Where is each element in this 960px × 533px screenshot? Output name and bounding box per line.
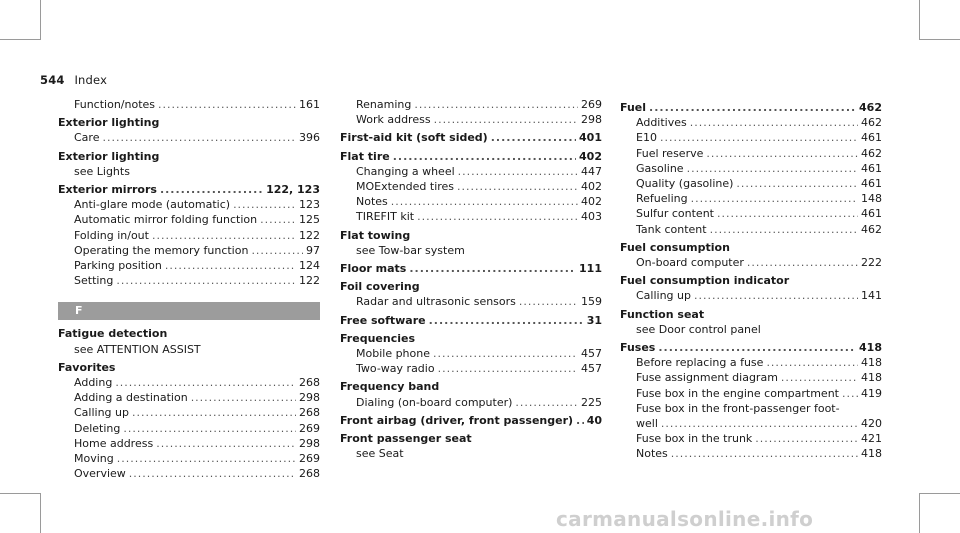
index-subentry	[340, 179, 602, 194]
index-subentry	[340, 361, 602, 376]
index-subentry	[620, 176, 882, 191]
entry-label: Exterior lighting	[58, 116, 160, 130]
index-heading	[340, 149, 602, 164]
crop-mark	[0, 39, 40, 40]
page-reference: 31	[586, 313, 602, 327]
dot-leader	[165, 258, 296, 273]
page-reference: 418	[861, 356, 882, 370]
entry-label: Notes	[636, 447, 668, 461]
page-reference: 125	[299, 213, 320, 227]
page-reference: 403	[581, 210, 602, 224]
page-reference: 124	[299, 259, 320, 273]
page-reference: 462	[861, 146, 882, 160]
page-reference: 461	[861, 207, 882, 221]
index-heading	[340, 130, 602, 145]
index-subentry	[620, 355, 882, 370]
entry-label: Function/notes	[74, 98, 156, 111]
entry-label: Changing a wheel	[356, 164, 455, 178]
entry-label: see ATTENTION ASSIST	[74, 342, 201, 356]
crop-mark	[40, 493, 41, 533]
index-heading	[340, 379, 602, 394]
entry-label: Free software	[340, 313, 426, 327]
page-reference: 457	[581, 347, 602, 361]
index-subentry	[620, 161, 882, 176]
dot-leader	[123, 421, 296, 436]
entry-label: Quality (gasoline)	[636, 177, 734, 191]
index-subentry	[58, 421, 320, 436]
entry-label: Notes	[356, 195, 388, 209]
entry-label: Operating the memory function	[74, 243, 249, 257]
dot-leader	[260, 212, 296, 227]
index-subentry	[340, 194, 602, 209]
index-subentry	[620, 288, 882, 303]
page-reference: 298	[299, 436, 320, 450]
index-subentry	[620, 386, 882, 401]
page-reference: 268	[299, 406, 320, 420]
entry-label: Automatic mirror folding function	[74, 213, 258, 227]
page-reference: 462	[861, 116, 882, 130]
dot-leader	[132, 405, 296, 420]
entry-label: Overview	[74, 467, 126, 481]
index-subentry	[58, 405, 320, 420]
page-reference: 457	[581, 362, 602, 376]
dot-leader	[649, 100, 856, 115]
dot-leader	[690, 115, 858, 130]
dot-leader	[429, 313, 584, 328]
entry-label: Dialing (on-board computer)	[356, 395, 513, 409]
page-reference: 268	[299, 467, 320, 481]
dot-leader	[115, 375, 296, 390]
index-heading	[620, 340, 882, 355]
index-subentry	[340, 294, 602, 309]
page-reference: 396	[299, 131, 320, 145]
crop-mark	[919, 493, 920, 533]
index-heading	[340, 261, 602, 276]
entry-label: Flat towing	[340, 228, 411, 242]
index-subentry	[620, 431, 882, 446]
index-subentry	[58, 258, 320, 273]
dot-leader	[391, 194, 578, 209]
page-reference: 298	[299, 391, 320, 405]
entry-label: Exterior mirrors	[58, 183, 157, 197]
dot-leader	[158, 97, 296, 112]
page-reference: 222	[861, 256, 882, 270]
index-see-reference	[340, 243, 602, 258]
dot-leader	[736, 176, 858, 191]
index-subentry	[620, 115, 882, 130]
entry-label: TIREFIT kit	[356, 210, 415, 224]
index-subentry	[58, 466, 320, 481]
dot-leader	[393, 149, 576, 164]
page-reference: 268	[299, 376, 320, 390]
entry-label: Anti-glare mode (automatic)	[74, 198, 231, 212]
index-subentry	[58, 97, 320, 112]
entry-label: see Lights	[74, 164, 130, 178]
index-heading	[620, 273, 882, 288]
index-heading	[340, 313, 602, 328]
entry-label: Fatigue detection	[58, 327, 168, 341]
dot-leader	[694, 288, 858, 303]
index-subentry	[620, 255, 882, 270]
page-reference: 402	[581, 180, 602, 194]
entry-label: Additives	[636, 116, 687, 130]
crop-mark	[0, 493, 40, 494]
dot-leader	[661, 416, 858, 431]
dot-leader	[717, 206, 858, 221]
index-subentry	[620, 370, 882, 385]
entry-label: Tank content	[636, 222, 707, 236]
page-reference: 148	[861, 192, 882, 206]
dot-leader	[152, 228, 296, 243]
page-reference: 111	[579, 262, 602, 276]
page-reference: 461	[861, 161, 882, 175]
section-title: Index	[74, 73, 108, 87]
page-reference: 462	[861, 222, 882, 236]
index-subentry	[340, 97, 602, 112]
index-column-3	[620, 97, 882, 462]
entry-label: Gasoline	[636, 161, 684, 175]
dot-leader	[519, 294, 578, 309]
dot-leader	[414, 97, 578, 112]
entry-label: Adding	[74, 376, 113, 390]
entry-label: Mobile phone	[356, 347, 431, 361]
entry-label: Foil covering	[340, 280, 420, 294]
page-reference: 40	[586, 413, 602, 427]
page-reference: 122, 123	[266, 183, 320, 197]
index-subentry	[340, 164, 602, 179]
index-see-reference	[340, 446, 602, 461]
entry-label: Function seat	[620, 307, 705, 321]
index-subentry	[620, 446, 882, 461]
index-subentry	[340, 395, 602, 410]
index-subentry	[340, 346, 602, 361]
entry-label: Frequency band	[340, 380, 440, 394]
entry-label: Floor mats	[340, 262, 407, 276]
page-reference: 269	[581, 98, 602, 111]
index-column-1	[58, 97, 320, 481]
dot-leader	[755, 431, 858, 446]
entry-label: E10	[636, 131, 657, 145]
page-reference: 269	[299, 421, 320, 435]
entry-label: see Seat	[356, 447, 404, 461]
entry-label: First-aid kit (soft sided)	[340, 131, 488, 145]
page-reference: 122	[299, 274, 320, 288]
entry-label: On-board computer	[636, 256, 744, 270]
entry-label: Favorites	[58, 360, 116, 374]
dot-leader	[438, 361, 578, 376]
entry-label: Adding a destination	[74, 391, 188, 405]
entry-label: Fuse box in the front-passenger foot-	[636, 401, 840, 415]
entry-label: MOExtended tires	[356, 180, 455, 194]
entry-label: Before replacing a fuse	[636, 356, 764, 370]
entry-label: see Tow-bar system	[356, 243, 465, 257]
index-subentry	[620, 191, 882, 206]
entry-label: Refueling	[636, 192, 688, 206]
page-reference: 161	[299, 98, 320, 111]
index-subentry	[58, 273, 320, 288]
dot-leader	[660, 130, 858, 145]
dot-leader	[766, 355, 858, 370]
index-column-2	[340, 97, 602, 461]
dot-leader	[710, 222, 858, 237]
dot-leader	[129, 466, 296, 481]
page-reference: 123	[299, 198, 320, 212]
entry-label: see Door control panel	[636, 322, 761, 336]
crop-mark	[920, 493, 960, 494]
index-subentry	[58, 390, 320, 405]
entry-label: Exterior lighting	[58, 149, 160, 163]
dot-leader	[433, 346, 578, 361]
entry-label: Frequencies	[340, 331, 415, 345]
dot-leader	[160, 182, 263, 197]
section-letter-bar: F	[58, 302, 320, 320]
entry-label: Fuel reserve	[636, 146, 704, 160]
entry-label: Moving	[74, 452, 114, 466]
entry-label: Home address	[74, 436, 154, 450]
dot-leader	[747, 255, 858, 270]
page-reference: 421	[861, 432, 882, 446]
index-heading	[340, 431, 602, 446]
dot-leader	[116, 273, 296, 288]
index-heading	[58, 326, 320, 341]
entry-label: Fuel consumption	[620, 240, 730, 254]
crop-mark	[40, 0, 41, 40]
index-heading	[340, 331, 602, 346]
entry-label: Front airbag (driver, front passenger)	[340, 413, 574, 427]
entry-label: Parking position	[74, 259, 162, 273]
dot-leader	[515, 395, 578, 410]
dot-leader	[458, 164, 578, 179]
entry-label: Folding in/out	[74, 228, 149, 242]
dot-leader	[842, 386, 858, 401]
entry-label: Front passenger seat	[340, 432, 472, 446]
index-subentry	[620, 222, 882, 237]
index-subentry	[620, 206, 882, 221]
entry-label: Two-way radio	[356, 362, 435, 376]
entry-label: Radar and ultrasonic sensors	[356, 295, 516, 309]
index-subentry	[58, 228, 320, 243]
page-reference: 447	[581, 164, 602, 178]
index-subentry	[58, 451, 320, 466]
crop-mark	[920, 39, 960, 40]
crop-mark	[919, 0, 920, 40]
index-subentry	[58, 436, 320, 451]
entry-label: well	[636, 417, 658, 431]
entry-label: Fuse box in the trunk	[636, 432, 753, 446]
index-subentry	[620, 130, 882, 145]
dot-leader	[687, 161, 858, 176]
entry-label: Setting	[74, 274, 114, 288]
page-reference: 461	[861, 131, 882, 145]
index-heading	[58, 360, 320, 375]
entry-label: Care	[74, 131, 100, 145]
index-see-reference	[58, 342, 320, 357]
page-reference: 97	[306, 243, 320, 257]
entry-label: Calling up	[636, 289, 691, 303]
dot-leader	[706, 146, 858, 161]
dot-leader	[781, 370, 858, 385]
entry-label: Calling up	[74, 406, 129, 420]
page-reference: 225	[581, 395, 602, 409]
index-subentry	[620, 401, 882, 416]
dot-leader	[658, 340, 856, 355]
index-subentry	[58, 130, 320, 145]
index-subentry	[620, 146, 882, 161]
index-subentry	[58, 243, 320, 258]
dot-leader	[251, 243, 303, 258]
page-reference: 269	[299, 452, 320, 466]
dot-leader	[233, 197, 296, 212]
entry-label: Fuel	[620, 101, 647, 114]
page-reference: 122	[299, 228, 320, 242]
index-subentry	[340, 112, 602, 127]
index-heading	[620, 240, 882, 255]
page-reference: 462	[859, 101, 882, 114]
dot-leader	[102, 130, 296, 145]
page-reference: 419	[861, 386, 882, 400]
entry-label: Work address	[356, 113, 431, 127]
index-subentry	[58, 197, 320, 212]
entry-label: Fuel consumption indicator	[620, 274, 790, 288]
entry-label: Deleting	[74, 421, 121, 435]
dot-leader	[671, 446, 858, 461]
page-header	[40, 73, 107, 87]
index-subentry	[620, 416, 882, 431]
page-reference: 461	[861, 177, 882, 191]
dot-leader	[457, 179, 578, 194]
index-see-reference	[58, 164, 320, 179]
page-reference: 402	[581, 195, 602, 209]
index-heading	[340, 228, 602, 243]
page-reference: 418	[861, 447, 882, 461]
entry-label: Fuses	[620, 341, 656, 355]
index-heading	[620, 100, 882, 115]
page-reference: 141	[861, 289, 882, 303]
entry-label: Fuse box in the engine compartment	[636, 386, 839, 400]
page-reference: 418	[859, 341, 882, 355]
index-heading	[340, 413, 602, 428]
dot-leader	[491, 130, 576, 145]
dot-leader	[191, 390, 296, 405]
index-subentry	[58, 375, 320, 390]
index-heading	[620, 307, 882, 322]
dot-leader	[691, 191, 858, 206]
watermark: carmanualsonline.info	[556, 507, 814, 531]
dot-leader	[156, 436, 296, 451]
page-reference: 402	[579, 149, 602, 163]
page-reference: 420	[861, 417, 882, 431]
dot-leader	[576, 413, 584, 428]
index-heading	[58, 115, 320, 130]
entry-label: Fuse assignment diagram	[636, 371, 778, 385]
page-reference: 401	[579, 131, 602, 145]
dot-leader	[434, 112, 578, 127]
dot-leader	[117, 451, 296, 466]
index-see-reference	[620, 322, 882, 337]
index-heading	[58, 149, 320, 164]
dot-leader	[409, 261, 576, 276]
page-reference: 298	[581, 113, 602, 127]
entry-label: Sulfur content	[636, 207, 714, 221]
index-heading	[340, 279, 602, 294]
page-reference: 159	[581, 295, 602, 309]
index-subentry	[340, 209, 602, 224]
index-heading	[58, 182, 320, 197]
page-number: 544	[40, 73, 65, 87]
dot-leader	[417, 209, 578, 224]
page-reference: 418	[861, 371, 882, 385]
index-subentry	[58, 212, 320, 227]
entry-label: Renaming	[356, 98, 412, 111]
entry-label: Flat tire	[340, 149, 390, 163]
